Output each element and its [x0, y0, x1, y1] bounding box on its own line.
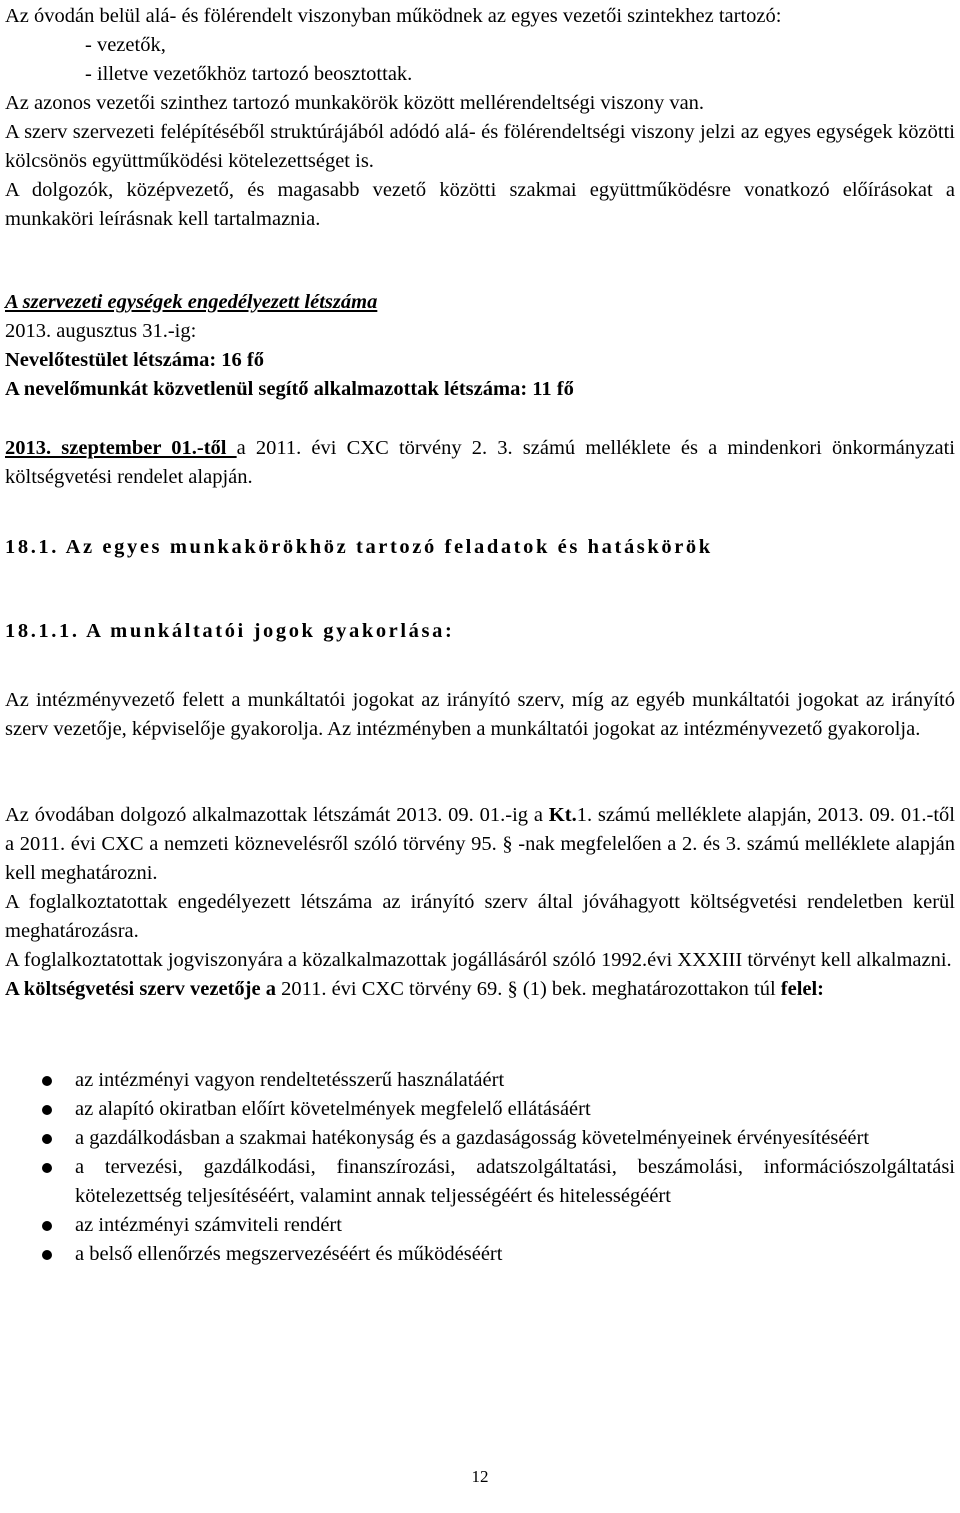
staff-heading: A szervezeti egységek engedélyezett létszáma [5, 291, 378, 313]
head-responsibility-text: (1) bek. meghatározottakon túl [517, 978, 781, 1000]
dash-item-subordinates: - illetve vezetőkhöz tartozó beosztottak. [85, 63, 413, 85]
headcount-text-b: 1. számú melléklete alapján, 2013. 09. 01.-től a 2011. évi CXC a nemzeti köznevelésről szóló törvény 95. [5, 804, 955, 855]
list-item-text: a gazdálkodásban a szakmai hatékonyság és a gazdaságosság követelményeinek érvényesítéséért [75, 1127, 870, 1149]
bullet-icon [42, 1250, 52, 1260]
headcount-paragraph [5, 801, 955, 1004]
list-item [5, 1240, 955, 1269]
bullet-icon [42, 1163, 52, 1173]
headcount-text-c: -nak megfelelően a 2. és 3. számú melléklete alapján kell meghatározni. [5, 833, 955, 884]
employer-rights-paragraph: Az intézményvezető felett a munkáltatói jogokat az irányító szerv, míg az egyéb munkáltatói jogokat az irányító szerv vezetője, képviselője gyakorolja. Az intézményben a munkáltatói jogokat az intézményvezető gyakorolja. [5, 689, 955, 740]
head-responsibility-lead: A költségvetési szerv vezetője a [5, 978, 282, 1000]
page-number: 12 [471, 1467, 489, 1486]
section-title: 18.1. Az egyes munkakörökhöz tartozó feladatok és hatáskörök [5, 536, 713, 558]
head-responsibility-law: 2011. évi CXC törvény 69. [281, 978, 508, 1000]
staff-date: 2013. augusztus 31.-ig: [5, 320, 197, 342]
cooperation-text: A dolgozók, középvezető, és magasabb vezető közötti szakmai együttműködésre vonatkozó előírásokat a munkaköri leírásnak kell tartalmaznia. [5, 179, 955, 230]
bullet-icon [42, 1221, 52, 1231]
list-item [5, 1211, 955, 1240]
september-date: 2013. szeptember 01.-től [5, 437, 237, 459]
staff-block [5, 288, 955, 404]
responsibility-list [5, 1066, 955, 1269]
september-paragraph [5, 434, 955, 492]
list-item [5, 1153, 955, 1211]
list-item [5, 1095, 955, 1124]
list-item-text: az intézményi vagyon rendeltetésszerű használatáért [75, 1069, 505, 1091]
subsection-title: 18.1.1. A munkáltatói jogok gyakorlása: [5, 620, 455, 642]
assistant-count: A nevelőmunkát közvetlenül segítő alkalmazottak létszáma: 11 fő [5, 378, 574, 400]
paragraph-sign: § [502, 833, 513, 855]
teacher-count: Nevelőtestület létszáma: 16 fő [5, 349, 265, 371]
list-item-text: az intézményi számviteli rendért [75, 1214, 342, 1236]
structure-text: A szerv szervezeti felépítéséből struktúrájából adódó alá- és fölérendeltségi viszony jelzi az egyes egységek közötti kölcsönös együttműködési kötelezettséget is. [5, 121, 955, 172]
bullet-icon [42, 1076, 52, 1086]
intro-paragraph [5, 2, 955, 234]
intro-line: Az óvodán belül alá- és fölérendelt viszonyban működnek az egyes vezetői szintekhez tartozó: [5, 5, 782, 27]
coordinate-relation-text: Az azonos vezetői szinthez tartozó munkakörök között mellérendeltségi viszony van. [5, 92, 705, 114]
list-item-text: a tervezési, gazdálkodási, finanszírozási, adatszolgáltatási, beszámolási, információszolgáltatási kötelezettség teljesítéséért, valamint annak teljességéért és hitelességéért [75, 1156, 955, 1207]
list-item [5, 1066, 955, 1095]
list-item-text: az alapító okiratban előírt követelmények megfelelő ellátásáért [75, 1098, 591, 1120]
september-text: a 2011. évi CXC törvény 2. 3. számú melléklete és a mindenkori önkormányzati költségvetési rendelet alapján. [5, 437, 955, 488]
headcount-text-a: Az óvodában dolgozó alkalmazottak létszámát 2013. 09. 01.-ig a [5, 804, 549, 826]
dash-item-leaders: - vezetők, [85, 34, 166, 56]
list-item [5, 1124, 955, 1153]
legal-status-text: A foglalkoztatottak jogviszonyára a közalkalmazottak jogállásáról szóló 1992.évi XXXIII törvényt kell alkalmazni. [5, 949, 952, 971]
bullet-icon [42, 1105, 52, 1115]
list-item-text: a belső ellenőrzés megszervezéséért és működéséért [75, 1243, 503, 1265]
paragraph-sign: § [507, 978, 518, 1000]
felel-label: felel: [780, 978, 825, 1000]
bullet-icon [42, 1134, 52, 1144]
kt-abbrev: Kt. [548, 804, 577, 826]
approved-headcount-text: A foglalkoztatottak engedélyezett létszáma az irányító szerv által jóváhagyott költségvetési rendeletben kerül meghatározásra. [5, 891, 955, 942]
